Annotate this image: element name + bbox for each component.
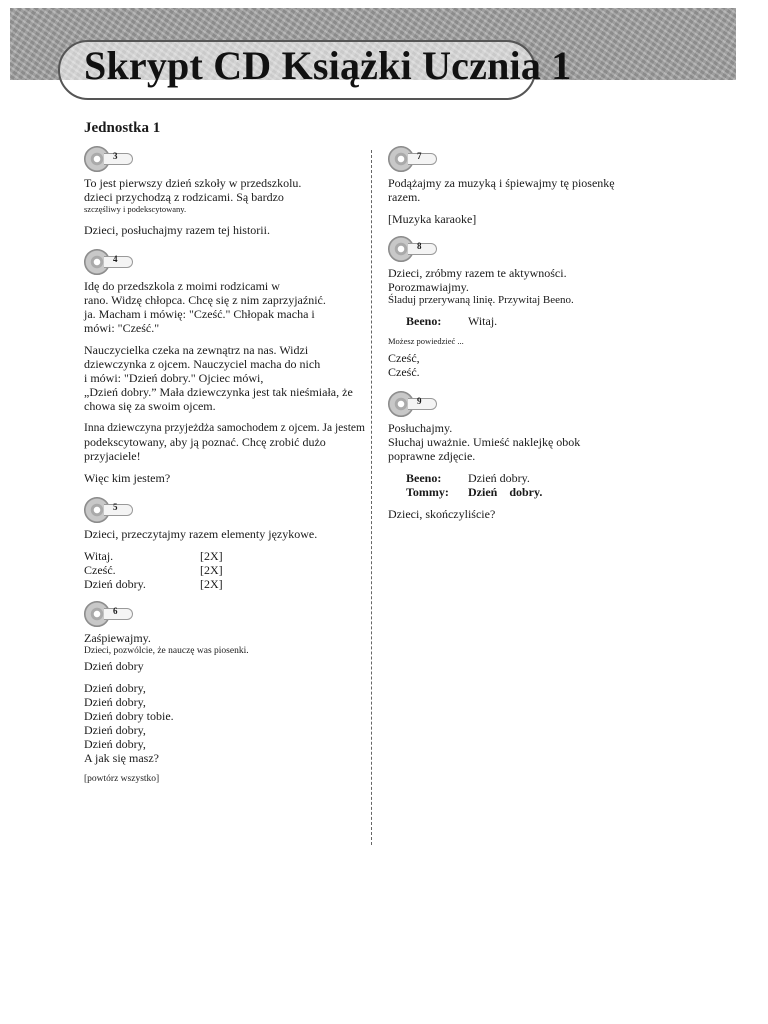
text-line: Dzieci, przeczytajmy razem elementy językowe. [84, 527, 318, 541]
speaker-name: Tommy: [406, 485, 449, 499]
language-row [84, 577, 369, 591]
text-line: Dzieci, pozwólcie, że nauczę was piosenki. [84, 646, 249, 656]
text-line: Posłuchajmy. [388, 421, 453, 435]
lyric-line: A jak się masz? [84, 751, 159, 765]
track-5-marker [84, 497, 369, 523]
text-line: Więc kim jestem? [84, 471, 171, 485]
track-number: 8 [417, 241, 422, 251]
right-column [388, 146, 638, 521]
track-3-marker [84, 146, 369, 172]
track-number: 9 [417, 396, 422, 406]
repeat-count: [2X] [200, 563, 223, 577]
lyric-line: Dzień dobry, [84, 681, 146, 695]
track-number: 5 [113, 502, 118, 512]
speech-text: Dzień dobry. [468, 471, 530, 485]
text-line: szczęśliwy i podekscytowany. [84, 204, 187, 214]
speaker-name: Beeno: [406, 314, 442, 328]
track-7-marker [388, 146, 638, 172]
text-line: podekscytowany, aby ją poznać. Chcę zrobić dużo [84, 435, 326, 449]
speech-text: Witaj. [468, 314, 498, 328]
text-line: poprawne zdjęcie. [388, 449, 476, 463]
text-line: Porozmawiajmy. [388, 280, 469, 294]
text-line: Możesz powiedzieć ... [388, 336, 464, 346]
lyric-line: Dzień dobry, [84, 737, 146, 751]
unit-heading: Jednostka 1 [84, 120, 161, 136]
text-line: rano. Widzę chłopca. Chcę się z nim zaprzyjaźnić. [84, 293, 326, 307]
cd-tab [408, 243, 437, 255]
text-line: [Muzyka karaoke] [388, 212, 477, 226]
text-line: Dzieci, skończyliście? [388, 507, 496, 521]
language-word: Cześć. [84, 563, 116, 577]
dialog-line [406, 314, 638, 328]
text-line: dzieci przychodzą z rodzicami. Są bardzo [84, 190, 284, 204]
text-line: „Dzień dobry.” Mała dziewczynka jest tak nieśmiała, że [84, 385, 353, 399]
text-line: Inna dziewczyna przyjeżdża samochodem z ojcem. Ja jestem [84, 422, 365, 434]
text-line: dziewczynka z ojcem. Nauczyciel macha do nich [84, 357, 321, 371]
cd-tab [104, 504, 133, 516]
text-line: przyjaciele! [84, 449, 141, 463]
track-4-marker [84, 249, 369, 275]
text-line: Śladuj przerywaną linię. Przywitaj Beeno. [388, 294, 574, 306]
text-line: razem. [388, 190, 421, 204]
lyric-line: Dzień dobry, [84, 723, 146, 737]
track-9-marker [388, 391, 638, 417]
song-lyrics [84, 681, 369, 765]
speech-text: Dzień dobry. [468, 485, 543, 499]
column-divider [371, 150, 372, 845]
track-number: 3 [113, 151, 118, 161]
text-line: To jest pierwszy dzień szkoły w przedszkolu. [84, 176, 302, 190]
language-row [84, 549, 369, 563]
dialog-line [406, 485, 638, 499]
text-line: Zaśpiewajmy. [84, 631, 151, 645]
song-title: Dzień dobry [84, 659, 144, 673]
text-line: mówi: "Cześć." [84, 321, 160, 335]
track-8-marker [388, 236, 638, 262]
track-6-marker [84, 601, 369, 627]
speaker-name: Beeno: [406, 471, 442, 485]
text-line: Podążajmy za muzyką i śpiewajmy tę piosenkę [388, 176, 615, 190]
language-row [84, 563, 369, 577]
lyric-line: Dzień dobry tobie. [84, 709, 174, 723]
repeat-count: [2X] [200, 577, 223, 591]
cd-tab [104, 256, 133, 268]
text-line: Cześć, [388, 351, 420, 365]
text-line: Dzieci, posłuchajmy razem tej historii. [84, 223, 270, 237]
text-line: Słuchaj uważnie. Umieść naklejkę obok [388, 435, 581, 449]
cd-tab [408, 153, 437, 165]
page-title: Skrypt CD Książki Ucznia 1 [84, 43, 572, 88]
repeat-count: [2X] [200, 549, 223, 563]
left-column [84, 146, 369, 785]
track-number: 6 [113, 606, 118, 616]
text-line: ja. Macham i mówię: "Cześć." Chłopak macha i [84, 307, 315, 321]
text-line: chowa się za swoim ojcem. [84, 399, 216, 413]
track-number: 4 [113, 254, 118, 264]
text-line: Dzieci, zróbmy razem te aktywności. [388, 266, 567, 280]
dialog-line [406, 471, 638, 485]
track-number: 7 [417, 151, 422, 161]
cd-tab [408, 398, 437, 410]
lyric-line: Dzień dobry, [84, 695, 146, 709]
language-items [84, 549, 369, 591]
repeat-instruction: [powtórz wszystko] [84, 774, 160, 784]
text-line: Idę do przedszkola z moimi rodzicami w [84, 279, 280, 293]
text-line: i mówi: "Dzień dobry." Ojciec mówi, [84, 371, 264, 385]
text-line: Nauczycielka czeka na zewnątrz na nas. Widzi [84, 343, 309, 357]
language-word: Witaj. [84, 549, 114, 563]
language-word: Dzień dobry. [84, 577, 146, 591]
text-line: Cześć. [388, 365, 420, 379]
cd-tab [104, 153, 133, 165]
cd-tab [104, 608, 133, 620]
